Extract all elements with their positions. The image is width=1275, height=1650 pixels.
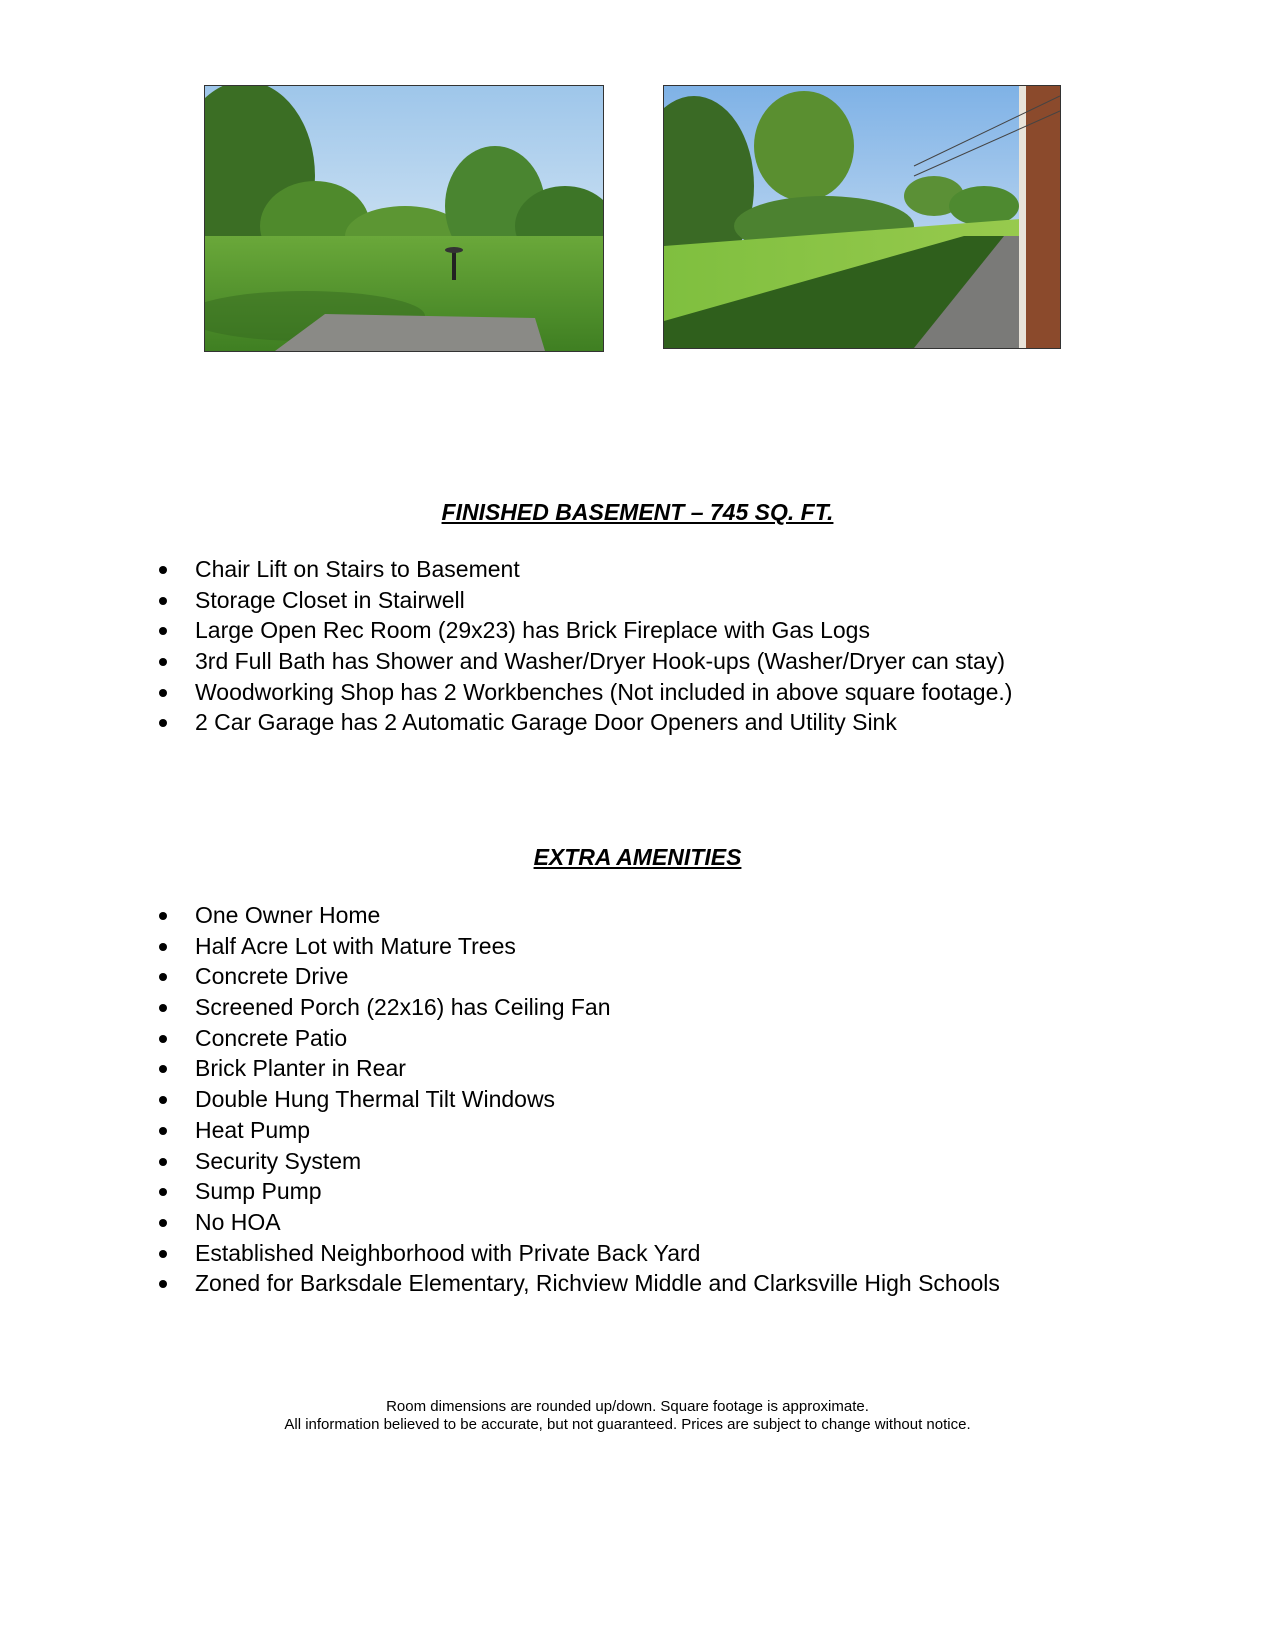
list-item: Brick Planter in Rear xyxy=(155,1053,1000,1084)
list-item: Established Neighborhood with Private Back Yard xyxy=(155,1238,1000,1269)
sideyard-photo xyxy=(663,85,1061,349)
list-item: Concrete Patio xyxy=(155,1023,1000,1054)
list-item: Double Hung Thermal Tilt Windows xyxy=(155,1084,1000,1115)
list-item: Chair Lift on Stairs to Basement xyxy=(155,554,1012,585)
basement-features-list xyxy=(155,554,1012,738)
backyard-photo-birdbath xyxy=(204,85,604,352)
list-item: Large Open Rec Room (29x23) has Brick Fireplace with Gas Logs xyxy=(155,615,1012,646)
list-item: Sump Pump xyxy=(155,1176,1000,1207)
list-item: Storage Closet in Stairwell xyxy=(155,585,1012,616)
list-item: One Owner Home xyxy=(155,900,1000,931)
list-item: Zoned for Barksdale Elementary, Richview Middle and Clarksville High Schools xyxy=(155,1268,1000,1299)
list-item: 3rd Full Bath has Shower and Washer/Dryer Hook-ups (Washer/Dryer can stay) xyxy=(155,646,1012,677)
list-item: Concrete Drive xyxy=(155,961,1000,992)
amenities-heading: EXTRA AMENITIES xyxy=(533,844,742,870)
list-item: No HOA xyxy=(155,1207,1000,1238)
list-item: Half Acre Lot with Mature Trees xyxy=(155,931,1000,962)
disclaimer-line-2: All information believed to be accurate, but not guaranteed. Prices are subject to change without notice. xyxy=(284,1416,971,1433)
list-item: 2 Car Garage has 2 Automatic Garage Door Openers and Utility Sink xyxy=(155,707,1012,738)
disclaimer-line-1: Room dimensions are rounded up/down. Square footage is approximate. xyxy=(386,1398,869,1415)
list-item: Woodworking Shop has 2 Workbenches (Not included in above square footage.) xyxy=(155,677,1012,708)
list-item: Security System xyxy=(155,1146,1000,1177)
basement-heading: FINISHED BASEMENT – 745 SQ. FT. xyxy=(441,499,834,525)
list-item: Screened Porch (22x16) has Ceiling Fan xyxy=(155,992,1000,1023)
amenities-list xyxy=(155,900,1000,1299)
list-item: Heat Pump xyxy=(155,1115,1000,1146)
